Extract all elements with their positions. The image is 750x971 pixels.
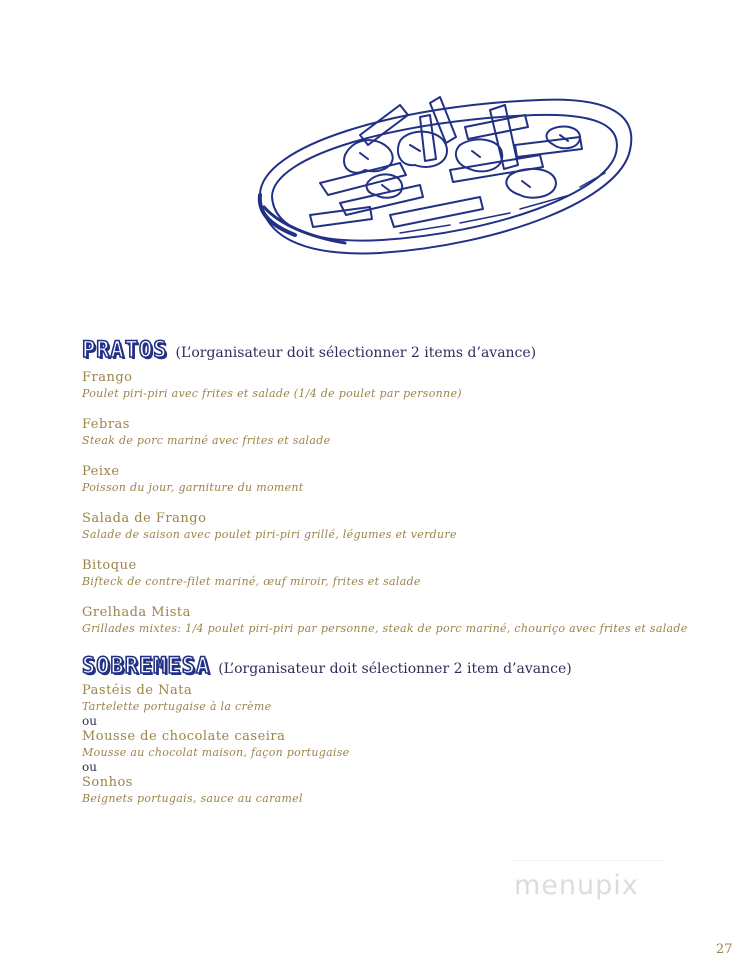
dish-name: Peixe — [82, 464, 120, 479]
dish-description: Mousse au chocolat maison, façon portugaise — [82, 746, 350, 759]
dish-description: Bifteck de contre-filet mariné, œuf miroir, frites et salade — [82, 575, 421, 588]
section-pratos — [82, 338, 722, 636]
dish-name: Pastéis de Nata — [82, 683, 193, 698]
dish-name: Febras — [82, 417, 130, 432]
menupix-watermark: menupix — [514, 870, 639, 901]
dish-item — [82, 604, 722, 636]
dessert-item — [82, 775, 722, 806]
or-separator: ou — [82, 760, 97, 774]
dish-item — [82, 463, 722, 495]
watermark-divider — [514, 860, 664, 861]
section-title: PRATOS — [82, 338, 168, 363]
dish-description: Grillades mixtes: 1/4 poulet piri-piri par personne, steak de porc mariné, chouriço avec frites et salade — [82, 622, 688, 635]
dish-description: Salade de saison avec poulet piri-piri grillé, légumes et verdure — [82, 528, 457, 541]
dish-item — [82, 416, 722, 448]
section-title: SOBREMESA — [82, 654, 211, 679]
section-note: (L’organisateur doit sélectionner 2 items d’avance) — [175, 345, 537, 361]
section-header — [82, 338, 722, 363]
dish-name: Salada de Frango — [82, 511, 207, 526]
dish-item — [82, 557, 722, 589]
dish-name: Mousse de chocolate caseira — [82, 729, 286, 744]
dish-description: Beignets portugais, sauce au caramel — [82, 792, 303, 805]
menu-content — [82, 338, 722, 806]
or-separator: ou — [82, 714, 97, 728]
dish-name: Grelhada Mista — [82, 605, 191, 620]
section-note: (L’organisateur doit sélectionner 2 item d’avance) — [218, 661, 572, 677]
plate-of-fries-illustration — [250, 75, 640, 275]
dish-name: Bitoque — [82, 558, 137, 573]
dessert-item — [82, 729, 722, 760]
dish-description: Poulet piri-piri avec frites et salade (1/4 de poulet par personne) — [82, 387, 462, 400]
dish-name: Sonhos — [82, 775, 133, 790]
dish-description: Poisson du jour, garniture du moment — [82, 481, 304, 494]
section-sobremesa — [82, 654, 722, 806]
dish-item — [82, 369, 722, 401]
section-header — [82, 654, 722, 679]
dish-name: Frango — [82, 370, 133, 385]
dessert-item — [82, 683, 722, 714]
page-number: 27 — [716, 942, 733, 957]
dish-description: Steak de porc mariné avec frites et salade — [82, 434, 331, 447]
dish-item — [82, 510, 722, 542]
dish-description: Tartelette portugaise à la crème — [82, 700, 272, 713]
